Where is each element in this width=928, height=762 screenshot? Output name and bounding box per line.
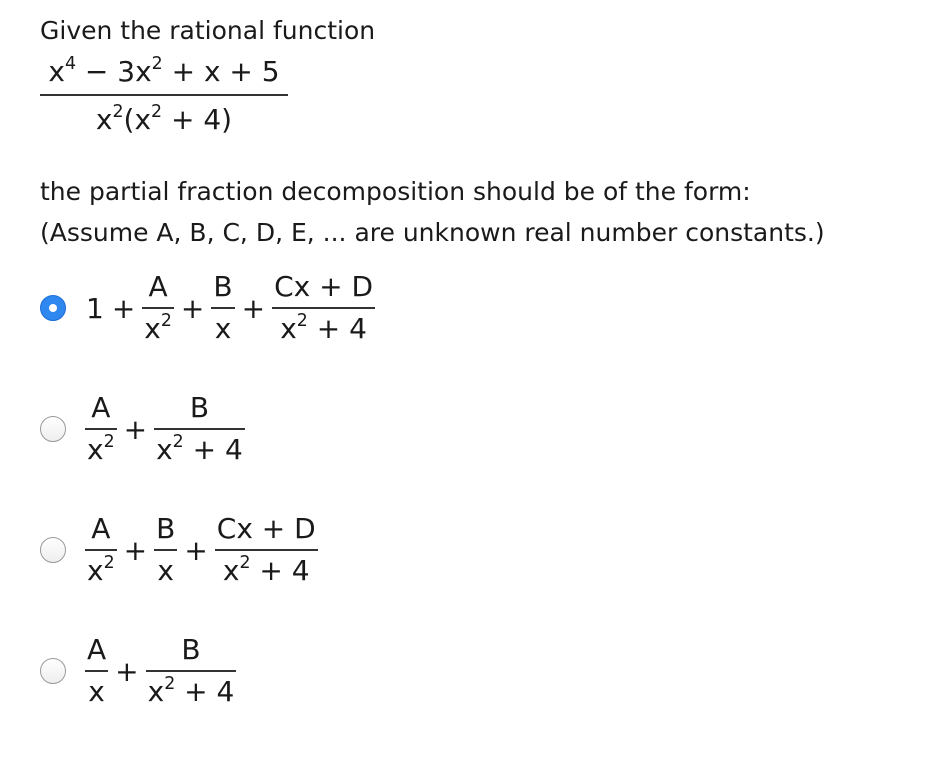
numerator: B — [181, 633, 201, 666]
fraction-b-over-x — [211, 271, 234, 345]
given-rational-function — [40, 53, 288, 136]
fraction-cxd-over-x2p4 — [215, 513, 318, 587]
fraction-b-over-x — [154, 513, 177, 587]
denominator: $x^2$ — [87, 431, 115, 466]
numerator: A — [148, 270, 168, 303]
plus-sign: + — [111, 291, 136, 325]
denominator: x — [214, 312, 232, 345]
option-1-expression — [82, 271, 378, 345]
numerator: Cx + D — [274, 270, 374, 303]
denominator: x — [157, 554, 174, 587]
fraction-a-over-x2 — [85, 392, 117, 466]
option-3-expression — [82, 513, 321, 587]
numerator: A — [91, 512, 111, 545]
prompt-text: the partial fraction decomposition should be of the form: — [40, 177, 751, 206]
fraction-a-over-x — [85, 634, 108, 708]
denominator: $x^2 + 4$ — [222, 552, 310, 587]
fraction-b-over-x2p4 — [154, 392, 245, 466]
numerator: A — [87, 633, 107, 666]
numerator: B — [156, 512, 176, 545]
numerator: Cx + D — [216, 512, 316, 545]
numerator: A — [91, 391, 111, 424]
prompt-assumption: (Assume A, B, C, D, E, ... are unknown real number constants.) — [40, 218, 825, 247]
given-fraction — [40, 53, 288, 136]
option-1-radio[interactable] — [40, 295, 66, 321]
option-2[interactable] — [40, 384, 248, 474]
option-1[interactable] — [40, 263, 378, 353]
denominator: $x^2$ — [87, 552, 115, 587]
plus-sign: + — [241, 291, 266, 325]
fraction-a-over-x2 — [142, 271, 174, 345]
plus-sign: + — [123, 533, 148, 567]
option-4-radio[interactable] — [40, 658, 66, 684]
denominator: $x^2$ — [144, 310, 172, 345]
fraction-a-over-x2 — [85, 513, 117, 587]
plus-sign: + — [184, 533, 208, 567]
fraction-b-over-x2p4 — [146, 634, 237, 708]
denominator: $x^2 + 4$ — [147, 673, 235, 708]
plus-sign: + — [123, 412, 148, 446]
option-3[interactable] — [40, 505, 321, 595]
term-one: 1 — [86, 291, 104, 325]
plus-sign: + — [115, 654, 139, 688]
option-4-expression — [82, 634, 239, 708]
given-denominator: $x^2(x^2 + 4)$ — [95, 101, 233, 136]
denominator: $x^2 + 4$ — [280, 310, 367, 345]
plus-sign: + — [180, 291, 205, 325]
option-2-expression — [82, 392, 248, 466]
numerator: B — [189, 391, 210, 424]
fraction-cxd-over-x2p4 — [272, 271, 375, 345]
given-numerator: $x^4 - 3x^2 + x + 5$ — [48, 53, 280, 88]
question-intro: Given the rational function — [40, 16, 376, 45]
denominator: x — [88, 675, 105, 708]
option-3-radio[interactable] — [40, 537, 66, 563]
option-4[interactable] — [40, 626, 239, 716]
numerator: B — [213, 270, 233, 303]
option-2-radio[interactable] — [40, 416, 66, 442]
denominator: $x^2 + 4$ — [156, 431, 243, 466]
